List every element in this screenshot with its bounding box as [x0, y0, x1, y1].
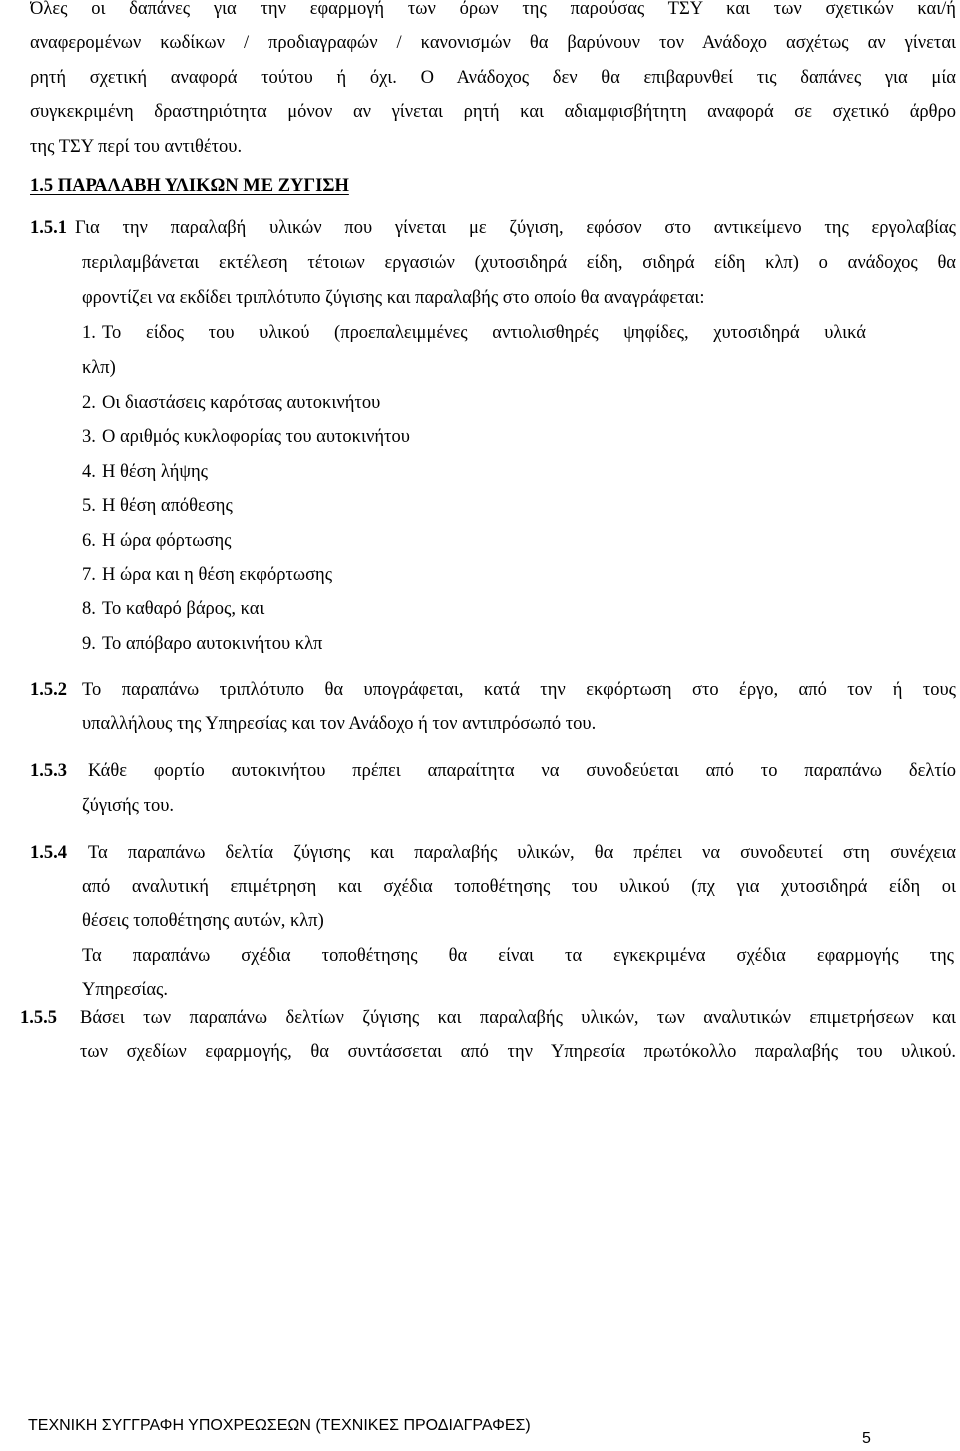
clause-text: από αναλυτική επιμέτρηση και σχέδια τοποθέτησης του υλικού (πχ για χυτοσιδηρά είδη οι: [82, 877, 956, 897]
clause-text: περιλαμβάνεται εκτέλεση τέτοιων εργασιών (χυτοσιδηρά είδη, σιδηρά είδη κλπ) ο ανάδοχος θα: [82, 253, 956, 273]
clause-text: Υπηρεσίας.: [82, 980, 168, 1000]
footer-title: ΤΕΧΝΙΚΗ ΣΥΓΓΡΑΦΗ ΥΠΟΧΡΕΩΣΕΩΝ (ΤΕΧΝΙΚΕΣ ΠΡΟΔΙΑΓΡΑΦΕΣ): [28, 1417, 531, 1434]
intro-line: Όλες οι δαπάνες για την εφαρμογή των όρων της παρούσας ΤΣΥ και των σχετικών και/ή: [30, 0, 956, 19]
list-number: 7.: [82, 565, 96, 585]
clause-text: ζύγισής του.: [82, 796, 175, 816]
clause-text: Τα παραπάνω σχέδια τοποθέτησης θα είναι τα εγκεκριμένα σχέδια εφαρμογής της: [82, 946, 954, 966]
list-text: Ο αριθμός κυκλοφορίας του αυτοκινήτου: [102, 427, 410, 447]
clause-number: 1.5.4: [30, 843, 67, 863]
clause-text: Κάθε φορτίο αυτοκινήτου πρέπει απαραίτητα να συνοδεύεται από το παραπάνω δελτίο: [88, 761, 956, 781]
list-text: Το καθαρό βάρος, και: [102, 599, 265, 619]
list-number: 2.: [82, 393, 96, 413]
intro-line: αναφερομένων κωδίκων / προδιαγραφών / κανονισμών θα βαρύνουν τον Ανάδοχο ασχέτως αν γίνεται: [30, 33, 956, 53]
list-text: Η θέση απόθεσης: [102, 496, 233, 516]
intro-line: συγκεκριμένη δραστηριότητα μόνον αν γίνεται ρητή και αδιαμφισβήτητη αναφορά σε σχετικό άρθρο: [30, 102, 956, 122]
clause-number: 1.5.2: [30, 680, 67, 700]
clause-text: Για την παραλαβή υλικών που γίνεται με ζύγιση, εφόσον στο αντικείμενο της εργολαβίας: [75, 218, 956, 238]
intro-line: ρητή σχετική αναφορά τούτου ή όχι. Ο Ανάδοχος δεν θα επιβαρυνθεί τις δαπάνες για μία: [30, 68, 956, 88]
list-number: 4.: [82, 462, 96, 482]
clause-number: 1.5.5: [20, 1008, 57, 1028]
list-number: 1.: [82, 323, 96, 343]
list-number: 3.: [82, 427, 96, 447]
intro-line: της ΤΣΥ περί του αντιθέτου.: [30, 137, 243, 157]
clause-text: Βάσει των παραπάνω δελτίων ζύγισης και παραλαβής υλικών, των αναλυτικών επιμετρήσεων και: [80, 1008, 956, 1028]
clause-text: των σχεδίων εφαρμογής, θα συντάσσεται από την Υπηρεσία πρωτόκολλο παραλαβής του υλικού.: [80, 1042, 956, 1062]
clause-text: θέσεις τοποθέτησης αυτών, κλπ): [82, 911, 324, 931]
list-number: 5.: [82, 496, 96, 516]
list-number: 9.: [82, 634, 96, 654]
clause-number: 1.5.3: [30, 761, 67, 781]
list-text: Το είδος του υλικού (προεπαλειμμένες αντιολισθηρές ψηφίδες, χυτοσιδηρά υλικά: [102, 323, 866, 343]
list-text: Η ώρα φόρτωσης: [102, 531, 232, 551]
list-number: 6.: [82, 531, 96, 551]
list-text: Οι διαστάσεις καρότσας αυτοκινήτου: [102, 393, 381, 413]
section-heading: 1.5 ΠΑΡΑΛΑΒΗ ΥΛΙΚΩΝ ΜΕ ΖΥΓΙΣΗ: [30, 176, 349, 196]
list-text: Η ώρα και η θέση εκφόρτωσης: [102, 565, 333, 585]
clause-text: Το παραπάνω τριπλότυπο θα υπογράφεται, κατά την εκφόρτωση στο έργο, από τον ή τους: [82, 680, 956, 700]
list-number: 8.: [82, 599, 96, 619]
clause-text: υπαλλήλους της Υπηρεσίας και τον Ανάδοχο ή τον αντιπρόσωπό του.: [82, 714, 597, 734]
list-text: Η θέση λήψης: [102, 462, 208, 482]
clause-text: Τα παραπάνω δελτία ζύγισης και παραλαβής υλικών, θα πρέπει να συνοδευτεί στη συνέχεια: [88, 843, 956, 863]
clause-number: 1.5.1: [30, 218, 67, 238]
list-text-continued: κλπ): [82, 358, 116, 378]
clause-text: φροντίζει να εκδίδει τριπλότυπο ζύγισης και παραλαβής στο οποίο θα αναγράφεται:: [82, 288, 705, 308]
page-number: 5: [862, 1430, 871, 1447]
list-text: Το απόβαρο αυτοκινήτου κλπ: [102, 634, 323, 654]
